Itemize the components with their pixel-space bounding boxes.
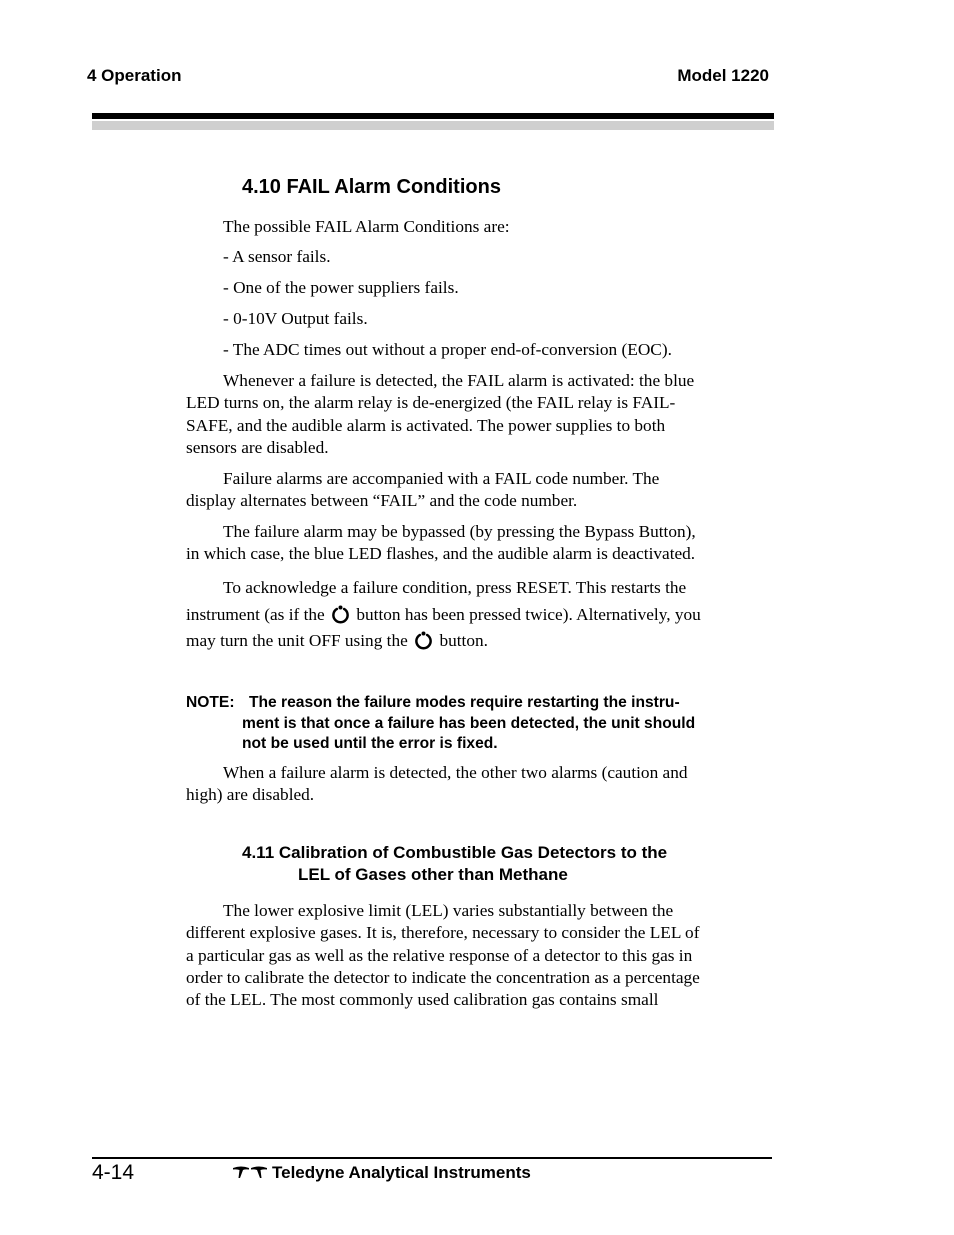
note-text-line: not be used until the error is fixed.: [242, 735, 498, 753]
note-text-line: The reason the failure modes require restarting the instru-: [249, 694, 680, 711]
header-rule: [92, 113, 774, 119]
power-button-icon: [331, 605, 350, 624]
section-title-4-10: 4.10 FAIL Alarm Conditions: [242, 176, 501, 198]
page-number: 4-14: [92, 1161, 135, 1184]
footer-rule: [92, 1157, 772, 1159]
paragraph-fail-code: Failure alarms are accompanied with a FAIL code number. The display alternates between “FAIL” and the code number.: [186, 469, 660, 511]
teledyne-logo-icon: [232, 1165, 268, 1179]
paragraph-failure-detected: Whenever a failure is detected, the FAIL alarm is activated: the blue LED turns on, the alarm relay is de-energized (the FAIL relay is FAIL- SAFE, and the audible alarm is activated. The power supplies to both sensors are disabled.: [186, 371, 695, 457]
section-title-4-11: 4.11 Calibration of Combustible Gas Detectors to the LEL of Gases other than Methane: [242, 843, 668, 884]
note-label: NOTE:: [186, 694, 235, 711]
fail-conditions-intro: The possible FAIL Alarm Conditions are:: [223, 217, 510, 236]
fail-condition-item: - 0-10V Output fails.: [223, 309, 368, 328]
paragraph-alarms-disabled: When a failure alarm is detected, the other two alarms (caution and high) are disabled.: [186, 763, 688, 805]
paragraph-bypass: The failure alarm may be bypassed (by pressing the Bypass Button), in which case, the blue LED flashes, and the audible alarm is deactivated.: [186, 522, 696, 564]
header-rule-shadow: [92, 121, 774, 130]
header-model: Model 1220: [677, 66, 769, 85]
fail-condition-item: - A sensor fails.: [223, 247, 331, 266]
power-button-icon: [414, 631, 433, 650]
paragraph-acknowledge: To acknowledge a failure condition, press RESET. This restarts the instrument (as if the button has been pressed twice). Alternatively, you may turn the unit OFF using the button.: [186, 578, 701, 650]
note-text-line: ment is that once a failure has been detected, the unit should: [242, 714, 696, 732]
header-chapter: 4 Operation: [87, 66, 182, 85]
fail-condition-item: - The ADC times out without a proper end-of-conversion (EOC).: [223, 340, 672, 359]
paragraph-lel: The lower explosive limit (LEL) varies substantially between the different explosive gases. It is, therefore, necessary to consider the LEL of a particular gas as well as the relative response of a detector to this gas in order to calibrate the detector to indicate the concentration as a percentage of the LEL. The most commonly used calibration gas contains small: [186, 901, 700, 1010]
footer-company: Teledyne Analytical Instruments: [272, 1163, 531, 1182]
fail-condition-item: - One of the power suppliers fails.: [223, 278, 459, 297]
